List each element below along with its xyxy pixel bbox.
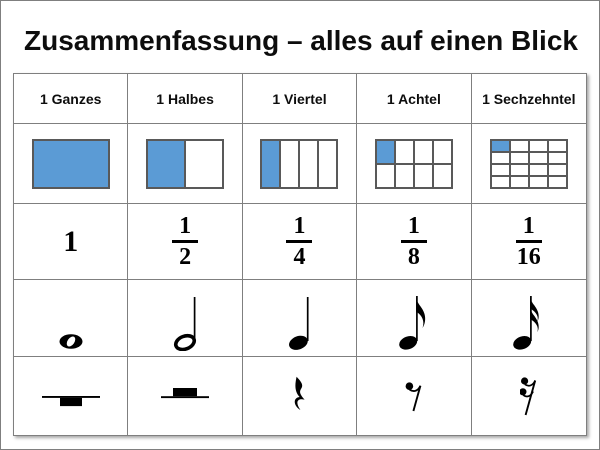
diagram-cell-viertel [243, 124, 357, 204]
sixteenth-note-icon [513, 293, 544, 351]
sixteenth-rest-icon [520, 376, 538, 416]
fraction-value: $\frac{1}{4}$ [286, 213, 312, 271]
note-cell-halbes [128, 280, 242, 357]
note-cell-sechzehntel [472, 280, 586, 357]
half-rest-icon [161, 388, 209, 400]
rest-cell-halbes [128, 357, 242, 435]
fraction-diagram-whole [32, 139, 110, 189]
header-cell-ganzes [14, 74, 128, 124]
rest-cell-viertel [243, 357, 357, 435]
whole-rest-icon [42, 396, 100, 409]
note-cell-achtel [357, 280, 471, 357]
fraction-cell-achtel [357, 204, 471, 280]
header-label: 1 Sechzehntel [482, 90, 576, 107]
header-cell-halbes [128, 74, 242, 124]
fraction-cell-halbes [128, 204, 242, 280]
half-note-icon [172, 295, 198, 351]
fraction-diagram-half [146, 139, 224, 189]
rest-cell-ganzes [14, 357, 128, 435]
fraction-value: 1 [63, 224, 79, 258]
diagram-cell-sechzehntel [472, 124, 586, 204]
diagram-cell-halbes [128, 124, 242, 204]
header-cell-sechzehntel [472, 74, 586, 124]
diagram-cell-achtel [357, 124, 471, 204]
header-cell-viertel [243, 74, 357, 124]
fraction-value: $\frac{1}{16}$ [516, 212, 541, 270]
note-cell-ganzes [14, 280, 128, 357]
fraction-value: $\frac{1}{8}$ [401, 213, 427, 271]
fraction-cell-viertel [243, 204, 357, 280]
quarter-note-icon [287, 295, 311, 351]
header-label: 1 Achtel [386, 90, 441, 107]
eighth-note-icon [399, 293, 429, 351]
summary-table [13, 73, 587, 436]
fraction-cell-sechzehntel [472, 204, 586, 280]
header-label: 1 Ganzes [39, 90, 102, 107]
rest-cell-achtel [357, 357, 471, 435]
header-label: 1 Halbes [156, 90, 214, 107]
eighth-rest-icon [405, 381, 423, 412]
fraction-diagram-quarter [260, 139, 338, 189]
whole-note-icon [56, 332, 86, 351]
header-label: 1 Viertel [272, 90, 327, 107]
fraction-cell-ganzes [14, 204, 128, 280]
rest-cell-sechzehntel [472, 357, 586, 435]
fraction-value: $\frac{1}{2}$ [172, 213, 198, 271]
quarter-rest-icon [292, 376, 307, 416]
note-cell-viertel [243, 280, 357, 357]
diagram-cell-ganzes [14, 124, 128, 204]
fraction-diagram-sixteenth [490, 139, 568, 189]
header-cell-achtel [357, 74, 471, 124]
fraction-diagram-eighth [375, 139, 453, 189]
page-title: Zusammenfassung – alles auf einen Blick [24, 25, 578, 56]
